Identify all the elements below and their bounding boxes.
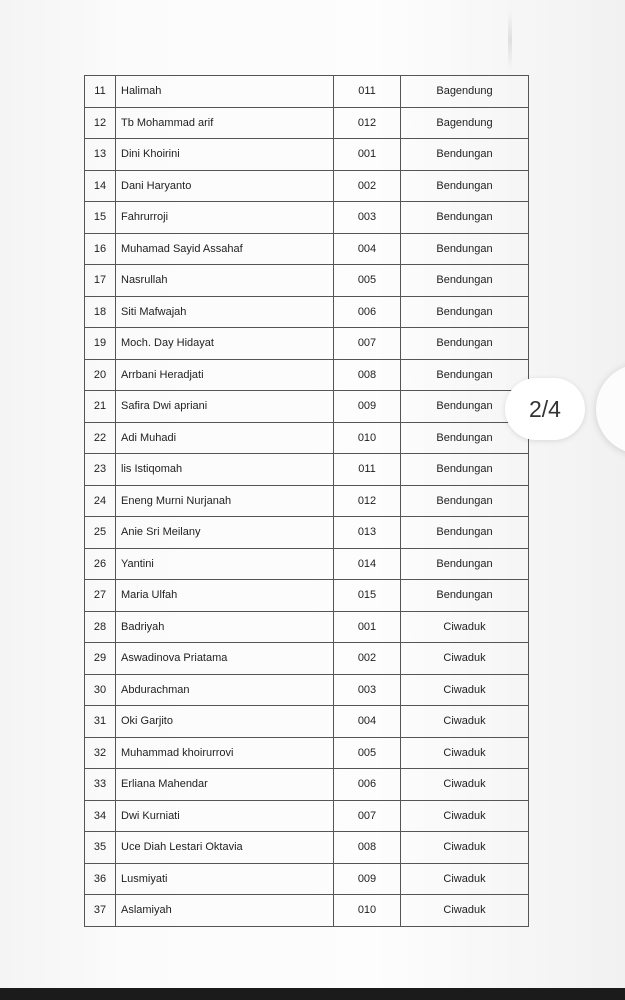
row-number-cell: 30 xyxy=(85,674,116,706)
row-number-cell: 16 xyxy=(85,233,116,265)
village-cell: Ciwaduk xyxy=(401,832,529,864)
code-cell: 003 xyxy=(334,202,401,234)
village-cell: Bendungan xyxy=(401,454,529,486)
code-cell: 006 xyxy=(334,296,401,328)
row-number-cell: 17 xyxy=(85,265,116,297)
row-number-cell: 21 xyxy=(85,391,116,423)
name-cell: Oki Garjito xyxy=(116,706,334,738)
table-row xyxy=(85,139,529,171)
code-cell: 013 xyxy=(334,517,401,549)
code-cell: 007 xyxy=(334,328,401,360)
row-number-cell: 37 xyxy=(85,895,116,927)
table-row xyxy=(85,485,529,517)
code-cell: 004 xyxy=(334,233,401,265)
village-cell: Ciwaduk xyxy=(401,706,529,738)
code-cell: 002 xyxy=(334,643,401,675)
code-cell: 012 xyxy=(334,107,401,139)
name-cell: Lusmiyati xyxy=(116,863,334,895)
code-cell: 014 xyxy=(334,548,401,580)
name-cell: Aslamiyah xyxy=(116,895,334,927)
participant-table xyxy=(84,75,529,927)
code-cell: 015 xyxy=(334,580,401,612)
page-indicator[interactable] xyxy=(505,378,585,440)
row-number-cell: 33 xyxy=(85,769,116,801)
table-row xyxy=(85,328,529,360)
village-cell: Ciwaduk xyxy=(401,769,529,801)
name-cell: Erliana Mahendar xyxy=(116,769,334,801)
table-row xyxy=(85,611,529,643)
village-cell: Bendungan xyxy=(401,202,529,234)
village-cell: Ciwaduk xyxy=(401,674,529,706)
code-cell: 005 xyxy=(334,737,401,769)
row-number-cell: 27 xyxy=(85,580,116,612)
name-cell: Safira Dwi apriani xyxy=(116,391,334,423)
village-cell: Bendungan xyxy=(401,170,529,202)
code-cell: 008 xyxy=(334,359,401,391)
row-number-cell: 12 xyxy=(85,107,116,139)
code-cell: 005 xyxy=(334,265,401,297)
name-cell: Eneng Murni Nurjanah xyxy=(116,485,334,517)
table-row xyxy=(85,737,529,769)
village-cell: Bendungan xyxy=(401,548,529,580)
village-cell: Ciwaduk xyxy=(401,800,529,832)
name-cell: Dani Haryanto xyxy=(116,170,334,202)
row-number-cell: 34 xyxy=(85,800,116,832)
table-row xyxy=(85,76,529,108)
name-cell: lis Istiqomah xyxy=(116,454,334,486)
table-row xyxy=(85,391,529,423)
name-cell: Aswadinova Priatama xyxy=(116,643,334,675)
name-cell: Anie Sri Meilany xyxy=(116,517,334,549)
page-indicator-label: 2/4 xyxy=(529,395,561,422)
table-row xyxy=(85,170,529,202)
name-cell: Dwi Kurniati xyxy=(116,800,334,832)
village-cell: Ciwaduk xyxy=(401,611,529,643)
row-number-cell: 36 xyxy=(85,863,116,895)
row-number-cell: 35 xyxy=(85,832,116,864)
name-cell: Halimah xyxy=(116,76,334,108)
name-cell: Siti Mafwajah xyxy=(116,296,334,328)
village-cell: Bendungan xyxy=(401,517,529,549)
table-row xyxy=(85,517,529,549)
table-row xyxy=(85,454,529,486)
village-cell: Bendungan xyxy=(401,296,529,328)
name-cell: Moch. Day Hidayat xyxy=(116,328,334,360)
name-cell: Arrbani Heradjati xyxy=(116,359,334,391)
code-cell: 006 xyxy=(334,769,401,801)
table-row xyxy=(85,580,529,612)
table-row xyxy=(85,233,529,265)
table-row xyxy=(85,548,529,580)
code-cell: 001 xyxy=(334,611,401,643)
table-row xyxy=(85,202,529,234)
village-cell: Bendungan xyxy=(401,422,529,454)
table-row xyxy=(85,107,529,139)
table-row xyxy=(85,265,529,297)
village-cell: Bendungan xyxy=(401,328,529,360)
code-cell: 008 xyxy=(334,832,401,864)
row-number-cell: 24 xyxy=(85,485,116,517)
table-row xyxy=(85,296,529,328)
code-cell: 010 xyxy=(334,895,401,927)
row-number-cell: 22 xyxy=(85,422,116,454)
row-number-cell: 19 xyxy=(85,328,116,360)
code-cell: 002 xyxy=(334,170,401,202)
row-number-cell: 15 xyxy=(85,202,116,234)
village-cell: Bagendung xyxy=(401,76,529,108)
village-cell: Bendungan xyxy=(401,233,529,265)
floating-action-button[interactable] xyxy=(596,364,625,454)
table-row xyxy=(85,800,529,832)
code-cell: 011 xyxy=(334,76,401,108)
table-row xyxy=(85,422,529,454)
village-cell: Ciwaduk xyxy=(401,895,529,927)
row-number-cell: 31 xyxy=(85,706,116,738)
village-cell: Bendungan xyxy=(401,359,529,391)
table-row xyxy=(85,706,529,738)
village-cell: Bendungan xyxy=(401,580,529,612)
name-cell: Abdurachman xyxy=(116,674,334,706)
code-cell: 012 xyxy=(334,485,401,517)
row-number-cell: 20 xyxy=(85,359,116,391)
code-cell: 009 xyxy=(334,391,401,423)
name-cell: Uce Diah Lestari Oktavia xyxy=(116,832,334,864)
row-number-cell: 18 xyxy=(85,296,116,328)
name-cell: Tb Mohammad arif xyxy=(116,107,334,139)
row-number-cell: 29 xyxy=(85,643,116,675)
name-cell: Yantini xyxy=(116,548,334,580)
row-number-cell: 28 xyxy=(85,611,116,643)
name-cell: Muhammad khoirurrovi xyxy=(116,737,334,769)
village-cell: Bendungan xyxy=(401,485,529,517)
row-number-cell: 11 xyxy=(85,76,116,108)
row-number-cell: 26 xyxy=(85,548,116,580)
name-cell: Fahrurroji xyxy=(116,202,334,234)
name-cell: Nasrullah xyxy=(116,265,334,297)
name-cell: Maria Ulfah xyxy=(116,580,334,612)
table-row xyxy=(85,643,529,675)
village-cell: Ciwaduk xyxy=(401,643,529,675)
row-number-cell: 14 xyxy=(85,170,116,202)
table-row xyxy=(85,769,529,801)
code-cell: 004 xyxy=(334,706,401,738)
table-row xyxy=(85,359,529,391)
village-cell: Bendungan xyxy=(401,265,529,297)
village-cell: Bendungan xyxy=(401,391,529,423)
row-number-cell: 13 xyxy=(85,139,116,171)
table-row xyxy=(85,863,529,895)
paper-mark xyxy=(508,10,512,70)
code-cell: 009 xyxy=(334,863,401,895)
table-body xyxy=(85,76,529,927)
name-cell: Dini Khoirini xyxy=(116,139,334,171)
name-cell: Muhamad Sayid Assahaf xyxy=(116,233,334,265)
code-cell: 011 xyxy=(334,454,401,486)
village-cell: Bagendung xyxy=(401,107,529,139)
code-cell: 010 xyxy=(334,422,401,454)
village-cell: Ciwaduk xyxy=(401,737,529,769)
village-cell: Ciwaduk xyxy=(401,863,529,895)
name-cell: Badriyah xyxy=(116,611,334,643)
name-cell: Adi Muhadi xyxy=(116,422,334,454)
table-row xyxy=(85,674,529,706)
row-number-cell: 25 xyxy=(85,517,116,549)
table-row xyxy=(85,895,529,927)
row-number-cell: 23 xyxy=(85,454,116,486)
code-cell: 001 xyxy=(334,139,401,171)
screen-bottom-edge xyxy=(0,988,625,1000)
row-number-cell: 32 xyxy=(85,737,116,769)
code-cell: 007 xyxy=(334,800,401,832)
village-cell: Bendungan xyxy=(401,139,529,171)
code-cell: 003 xyxy=(334,674,401,706)
table-row xyxy=(85,832,529,864)
